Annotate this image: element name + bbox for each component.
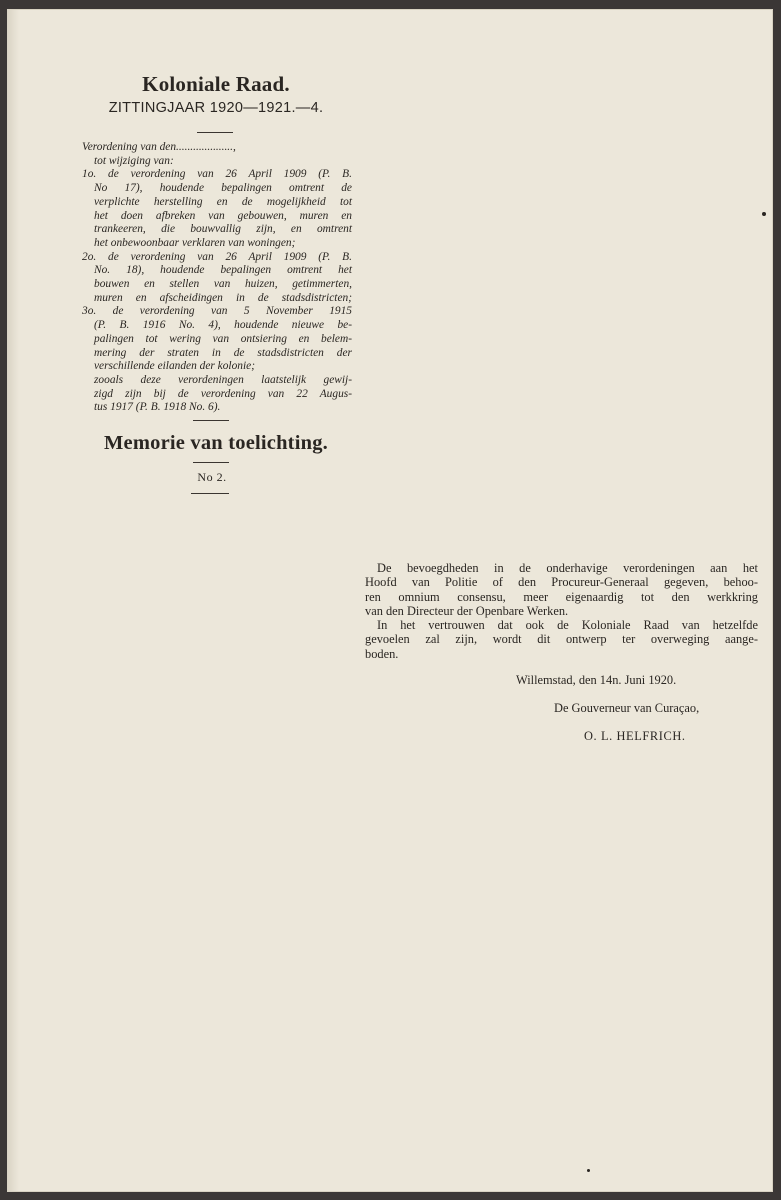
verordening-line: het onbewoonbaar verklaren van woningen; bbox=[94, 236, 296, 249]
verordening-line: 2o. de verordening van 26 April 1909 (P. B. bbox=[82, 250, 352, 263]
verordening-line: zooals deze verordeningen laatstelijk gewij- bbox=[94, 373, 352, 386]
body-line: Hoofd van Politie of den Procureur-Generaal gegeven, behoo- bbox=[365, 575, 758, 590]
document-number: No 2. bbox=[197, 470, 227, 484]
body-line: In het vertrouwen dat ook de Koloniale Raad van hetzelfde bbox=[377, 618, 758, 633]
place-date: Willemstad, den 14n. Juni 1920. bbox=[516, 673, 677, 687]
verordening-line: het doen afbreken van gebouwen, muren en bbox=[94, 209, 352, 222]
verordening-line: verschillende eilanden der kolonie; bbox=[94, 360, 255, 373]
verordening-line: tot wijziging van: bbox=[94, 154, 174, 167]
page-speck bbox=[762, 212, 766, 216]
verordening-line: zigd zijn bij de verordening van 22 Augus- bbox=[94, 387, 352, 400]
body-line: ren omnium consensu, meer eigenaardig tot den werkkring bbox=[365, 589, 758, 604]
verordening-line: palingen tot wering van ontsiering en belem- bbox=[94, 332, 352, 345]
divider-rule bbox=[193, 420, 229, 421]
verordening-line: tus 1917 (P. B. 1918 No. 6). bbox=[94, 401, 221, 414]
verordening-line: 3o. de verordening van 5 November 1915 bbox=[82, 305, 352, 318]
body-line: van den Directeur der Openbare Werken. bbox=[365, 603, 569, 618]
body-line: boden. bbox=[365, 646, 399, 661]
verordening-line: trankeeren, die bouwvallig zijn, en omtrent bbox=[94, 223, 352, 236]
body-line: gevoelen zal zijn, wordt dit ontwerp ter overweging aange- bbox=[365, 632, 758, 647]
divider-rule bbox=[191, 493, 229, 494]
verordening-line: verplichte herstelling en de mogelijkheid tot bbox=[94, 195, 352, 208]
governor-function: De Gouverneur van Curaçao, bbox=[554, 701, 700, 715]
verordening-line: mering der straten in de stadsdistricten der bbox=[94, 346, 352, 359]
verordening-line: No. 18), houdende bepalingen omtrent het bbox=[94, 264, 352, 277]
verordening-line: bouwen en stellen van huizen, getimmerten, bbox=[94, 278, 352, 291]
document-page bbox=[7, 9, 773, 1192]
divider-rule bbox=[193, 462, 229, 463]
verordening-line: Verordening van den...................., bbox=[82, 141, 236, 153]
page-speck bbox=[587, 1169, 590, 1172]
signatory-name: O. L. HELFRICH. bbox=[584, 729, 686, 743]
verordening-line: No 17), houdende bepalingen omtrent de bbox=[94, 182, 352, 195]
memorie-heading: Memorie van toelichting. bbox=[104, 432, 328, 454]
document-title: Koloniale Raad. bbox=[142, 72, 290, 96]
verordening-line: (P. B. 1916 No. 4), houdende nieuwe be- bbox=[94, 319, 352, 332]
verordening-line: 1o. de verordening van 26 April 1909 (P. B. bbox=[82, 168, 352, 181]
session-year: ZITTINGJAAR 1920—1921.—4. bbox=[108, 100, 324, 116]
verordening-description bbox=[82, 141, 352, 415]
page-edge-shading bbox=[7, 9, 19, 1192]
divider-rule bbox=[197, 132, 233, 133]
document-header bbox=[77, 71, 355, 117]
body-line: De bevoegdheden in de onderhavige verordeningen aan het bbox=[377, 561, 758, 575]
explanatory-text bbox=[365, 561, 758, 661]
verordening-line: muren en afscheidingen in de stadsdistricten; bbox=[94, 291, 352, 304]
